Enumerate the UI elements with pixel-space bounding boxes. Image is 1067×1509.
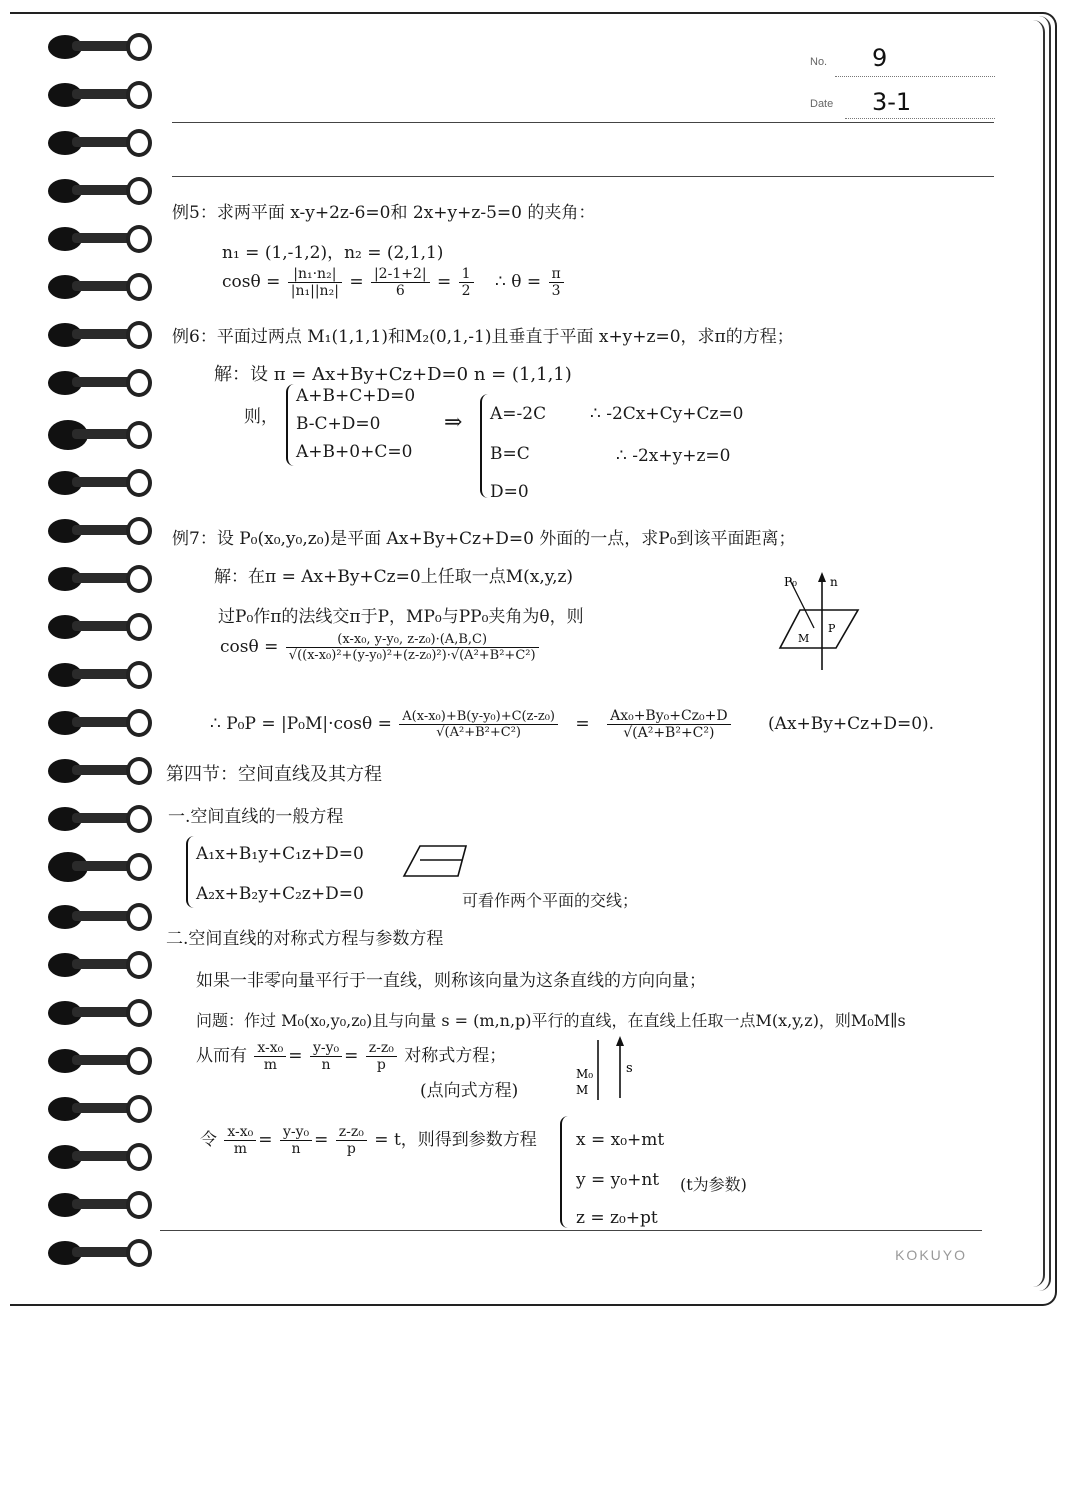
brand-logo: KOKUYO <box>895 1247 967 1263</box>
point-direction-label: (点向式方程) <box>420 1081 519 1101</box>
ex7-step: 过P₀作π的法线交π于P，MP₀与PP₀夹角为θ，则 <box>218 607 584 627</box>
parametric-y: y = y₀+nt <box>576 1170 660 1190</box>
plane-sketch-shape <box>404 846 466 876</box>
fig-label-p0: P₀ <box>784 575 797 589</box>
direction-figure <box>572 1034 642 1104</box>
ex6-solution: 解：设 π = Ax+By+Cz+D=0 n = (1,1,1) <box>214 364 572 385</box>
general-eq-1: A₁x+B₁y+C₁z+D=0 <box>196 844 364 864</box>
ex6-sys2-row: A=-2C <box>490 404 547 424</box>
ex6-title: 例6：平面过两点 M₁(1,1,1)和M₂(0,1,-1)且垂直于平面 x+y+z=0，求π的方程； <box>172 327 794 347</box>
parametric-note: (t为参数) <box>680 1175 747 1194</box>
date-underline <box>845 118 995 119</box>
fig-label-n: n <box>830 575 838 589</box>
fig-label-m: M <box>798 632 810 645</box>
no-underline <box>835 76 995 77</box>
problem-statement: 问题：作过 M₀(x₀,y₀,z₀)且与向量 s = (m,n,p)平行的直线，在直线上任取一点M(x,y,z)，则M₀M∥s <box>196 1011 906 1030</box>
parametric-intro: 令 $\frac{\text{x-x₀}}{m}$ = $\frac{\text{y-y₀}}{n}$ = $\frac{\text{z-z₀}}{p}$ = t，则得到参数方程 <box>200 1124 537 1157</box>
ex6-sys1-row: A+B+C+D=0 <box>296 386 416 406</box>
ex7-cos-line: cosθ = $\frac{\text{(x-x₀, y-y₀, z-z₀)·(A,B,C)}}{\text{√((x-x₀)²+(y-y₀)²+(z-z₀)²)·√(A²+B²+C²)}}$ <box>220 632 541 663</box>
fig-label-p: P <box>828 622 836 635</box>
section4-sub1: 一.空间直线的一般方程 <box>168 807 344 827</box>
symmetric-eq-line: 从而有 $\frac{\text{x-x₀}}{m}$ = $\frac{\text{y-y₀}}{n}$ = $\frac{\text{z-z₀}}{p}$ 对称式方程； <box>196 1040 507 1073</box>
ex6-sys1-row: B-C+D=0 <box>296 414 381 434</box>
ex6-arrow: ⇒ <box>444 410 463 435</box>
fig-label-m0: M₀ <box>576 1067 594 1081</box>
ex6-brace-1 <box>286 384 296 466</box>
parametric-brace <box>560 1116 570 1228</box>
ex6-sys2-row: B=C <box>490 444 530 464</box>
planes-sketch <box>400 842 472 882</box>
date-value: 3-1 <box>872 88 912 116</box>
parametric-x: x = x₀+mt <box>576 1130 665 1150</box>
general-eq-2: A₂x+B₂y+C₂z+D=0 <box>196 884 364 904</box>
top-rule <box>172 176 994 177</box>
ex6-sys1-row: A+B+0+C=0 <box>296 442 413 462</box>
parametric-z: z = z₀+pt <box>576 1208 658 1228</box>
ex5-title: 例5：求两平面 x-y+2z-6=0和 2x+y+z-5=0 的夹角： <box>172 203 596 223</box>
direction-vector-def: 如果一非零向量平行于一直线，则称该向量为这条直线的方向向量； <box>196 971 706 991</box>
fig-label-s: s <box>626 1061 633 1076</box>
page-number: 9 <box>872 44 888 72</box>
vector-s-arrowhead <box>616 1036 624 1046</box>
general-eq-brace <box>186 836 196 908</box>
ex6-result-2: ∴ -2x+y+z=0 <box>616 446 731 466</box>
ex6-brace-2 <box>480 394 490 498</box>
no-label: No. <box>810 56 828 68</box>
ex6-then: 则， <box>244 407 278 427</box>
date-label: Date <box>810 98 834 110</box>
ex6-sys2-row: D=0 <box>490 482 529 502</box>
ex7-distance-line: ∴ P₀P = |P₀M|·cosθ = $\frac{\text{A(x-x₀)+B(y-y₀)+C(z-z₀)}}{\text{√(A²+B²+C²)}}$ = $\frac{\text{Ax₀+By₀+Cz₀+D}}{\text{√(A²+B²+C²)}}$ (Ax+By+Cz+D=0). <box>210 708 935 741</box>
ex7-title: 例7：设 P₀(x₀,y₀,z₀)是平面 Ax+By+Cz+D=0 外面的一点，求P₀到该平面距离； <box>172 529 796 549</box>
ex5-normals: n₁ = (1,-1,2)，n₂ = (2,1,1) <box>222 243 444 263</box>
ex6-result-1: ∴ -2Cx+Cy+Cz=0 <box>590 404 744 424</box>
ex7-solution: 解：在π = Ax+By+Cz=0上任取一点M(x,y,z) <box>214 567 574 587</box>
section4-sub2: 二.空间直线的对称式方程与参数方程 <box>166 929 444 949</box>
bottom-rule <box>160 1230 982 1231</box>
general-eq-note: 可看作两个平面的交线； <box>462 891 639 910</box>
fig-label-m: M <box>576 1083 589 1097</box>
ex5-cos-line: cosθ = $\frac{\text{|n₁·n₂|}}{\text{|n₁||n₂|}}$ = $\frac{|2-1+2|}{6}$ = $\frac{1}{2}$ ∴ θ = $\frac{\pi}{3}$ <box>222 266 566 299</box>
header-rule <box>172 122 994 123</box>
normal-arrowhead <box>818 572 826 582</box>
spiral-binding <box>42 30 152 1270</box>
section4-title: 第四节：空间直线及其方程 <box>166 764 382 785</box>
plane-figure <box>770 566 870 676</box>
plane-shape <box>780 610 858 648</box>
